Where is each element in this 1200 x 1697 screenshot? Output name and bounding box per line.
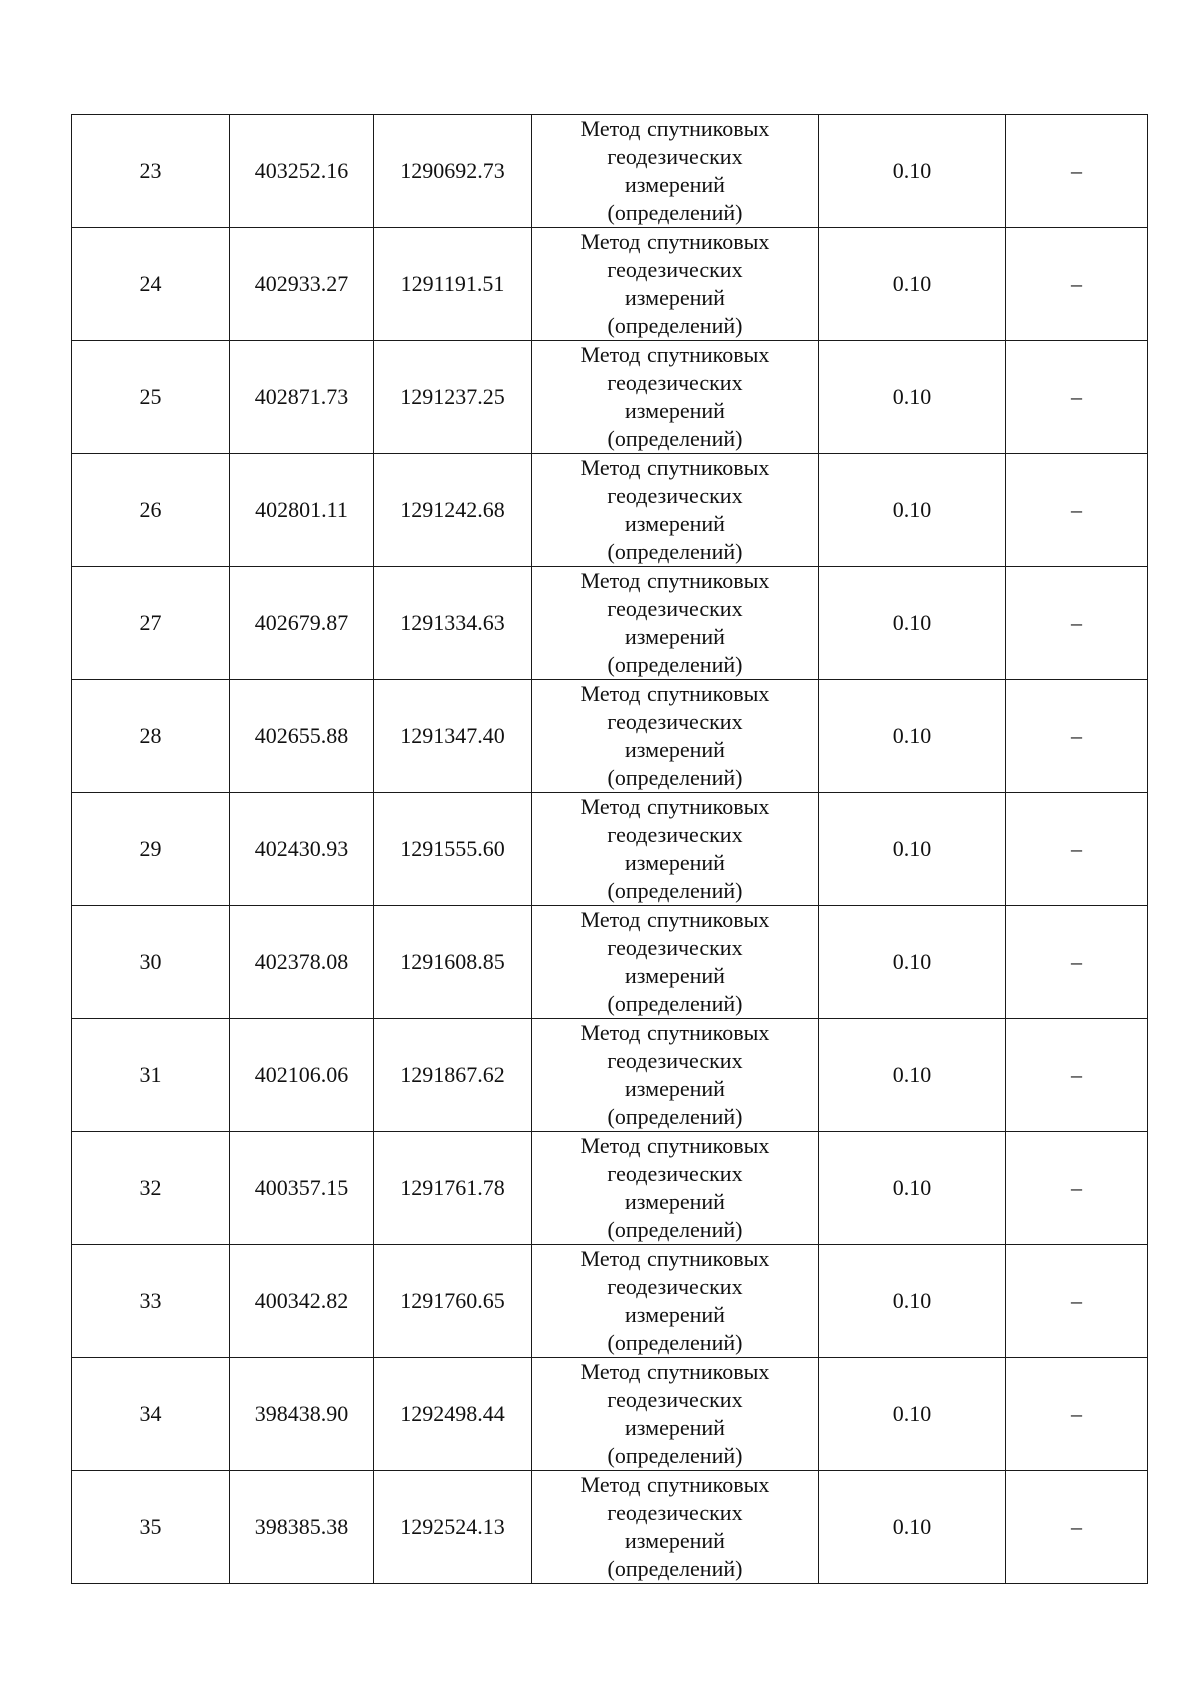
accuracy-cell: 0.10: [819, 1471, 1006, 1584]
y-coordinate-cell: 1291237.25: [374, 341, 532, 454]
note-cell: –: [1006, 1471, 1148, 1584]
accuracy-cell: 0.10: [819, 341, 1006, 454]
x-coordinate-cell: 402801.11: [230, 454, 374, 567]
accuracy-cell: 0.10: [819, 228, 1006, 341]
y-coordinate-cell: 1291867.62: [374, 1019, 532, 1132]
point-number-cell: 33: [72, 1245, 230, 1358]
y-coordinate-cell: 1292524.13: [374, 1471, 532, 1584]
x-coordinate-cell: 402430.93: [230, 793, 374, 906]
method-text: Метод спутниковых геодезических измерений (определений): [580, 1472, 770, 1581]
method-text: Метод спутниковых геодезических измерений (определений): [580, 455, 770, 564]
x-coordinate-cell: 402655.88: [230, 680, 374, 793]
point-number-cell: 29: [72, 793, 230, 906]
accuracy-cell: 0.10: [819, 454, 1006, 567]
coordinates-table: [71, 114, 1148, 1584]
table-row: [72, 228, 1148, 341]
table-row: [72, 1471, 1148, 1584]
y-coordinate-cell: 1291334.63: [374, 567, 532, 680]
table-row: [72, 1019, 1148, 1132]
accuracy-cell: 0.10: [819, 115, 1006, 228]
coordinates-table-body: [72, 115, 1148, 1584]
note-cell: –: [1006, 680, 1148, 793]
point-number-cell: 25: [72, 341, 230, 454]
method-cell: [532, 1132, 819, 1245]
accuracy-cell: 0.10: [819, 793, 1006, 906]
method-cell: [532, 1471, 819, 1584]
accuracy-cell: 0.10: [819, 1245, 1006, 1358]
method-text: Метод спутниковых геодезических измерений (определений): [580, 1133, 770, 1242]
method-cell: [532, 454, 819, 567]
note-cell: –: [1006, 454, 1148, 567]
point-number-cell: 30: [72, 906, 230, 1019]
x-coordinate-cell: 402679.87: [230, 567, 374, 680]
y-coordinate-cell: 1291555.60: [374, 793, 532, 906]
method-cell: [532, 1019, 819, 1132]
accuracy-cell: 0.10: [819, 567, 1006, 680]
table-row: [72, 1245, 1148, 1358]
note-cell: –: [1006, 1019, 1148, 1132]
y-coordinate-cell: 1291608.85: [374, 906, 532, 1019]
method-cell: [532, 1245, 819, 1358]
accuracy-cell: 0.10: [819, 1358, 1006, 1471]
x-coordinate-cell: 398438.90: [230, 1358, 374, 1471]
y-coordinate-cell: 1292498.44: [374, 1358, 532, 1471]
note-cell: –: [1006, 1358, 1148, 1471]
note-cell: –: [1006, 115, 1148, 228]
accuracy-cell: 0.10: [819, 1019, 1006, 1132]
method-text: Метод спутниковых геодезических измерений (определений): [580, 681, 770, 790]
point-number-cell: 35: [72, 1471, 230, 1584]
accuracy-cell: 0.10: [819, 1132, 1006, 1245]
x-coordinate-cell: 402933.27: [230, 228, 374, 341]
method-text: Метод спутниковых геодезических измерений (определений): [580, 1359, 770, 1468]
table-row: [72, 341, 1148, 454]
x-coordinate-cell: 398385.38: [230, 1471, 374, 1584]
y-coordinate-cell: 1290692.73: [374, 115, 532, 228]
point-number-cell: 23: [72, 115, 230, 228]
table-row: [72, 567, 1148, 680]
table-row: [72, 1358, 1148, 1471]
table-row: [72, 115, 1148, 228]
x-coordinate-cell: 400342.82: [230, 1245, 374, 1358]
method-text: Метод спутниковых геодезических измерений (определений): [580, 794, 770, 903]
method-text: Метод спутниковых геодезических измерений (определений): [580, 342, 770, 451]
y-coordinate-cell: 1291242.68: [374, 454, 532, 567]
method-text: Метод спутниковых геодезических измерений (определений): [580, 907, 770, 1016]
x-coordinate-cell: 402106.06: [230, 1019, 374, 1132]
table-row: [72, 680, 1148, 793]
method-text: Метод спутниковых геодезических измерений (определений): [580, 1246, 770, 1355]
method-cell: [532, 567, 819, 680]
x-coordinate-cell: 402378.08: [230, 906, 374, 1019]
method-cell: [532, 115, 819, 228]
method-text: Метод спутниковых геодезических измерений (определений): [580, 229, 770, 338]
y-coordinate-cell: 1291760.65: [374, 1245, 532, 1358]
point-number-cell: 31: [72, 1019, 230, 1132]
point-number-cell: 24: [72, 228, 230, 341]
note-cell: –: [1006, 1245, 1148, 1358]
x-coordinate-cell: 402871.73: [230, 341, 374, 454]
y-coordinate-cell: 1291347.40: [374, 680, 532, 793]
method-cell: [532, 906, 819, 1019]
note-cell: –: [1006, 793, 1148, 906]
table-row: [72, 1132, 1148, 1245]
point-number-cell: 27: [72, 567, 230, 680]
x-coordinate-cell: 400357.15: [230, 1132, 374, 1245]
y-coordinate-cell: 1291191.51: [374, 228, 532, 341]
point-number-cell: 34: [72, 1358, 230, 1471]
method-text: Метод спутниковых геодезических измерений (определений): [580, 1020, 770, 1129]
table-row: [72, 906, 1148, 1019]
point-number-cell: 26: [72, 454, 230, 567]
method-text: Метод спутниковых геодезических измерений (определений): [580, 568, 770, 677]
note-cell: –: [1006, 228, 1148, 341]
accuracy-cell: 0.10: [819, 680, 1006, 793]
method-cell: [532, 1358, 819, 1471]
accuracy-cell: 0.10: [819, 906, 1006, 1019]
x-coordinate-cell: 403252.16: [230, 115, 374, 228]
table-row: [72, 454, 1148, 567]
method-cell: [532, 793, 819, 906]
note-cell: –: [1006, 341, 1148, 454]
method-cell: [532, 228, 819, 341]
point-number-cell: 28: [72, 680, 230, 793]
note-cell: –: [1006, 1132, 1148, 1245]
note-cell: –: [1006, 906, 1148, 1019]
y-coordinate-cell: 1291761.78: [374, 1132, 532, 1245]
table-row: [72, 793, 1148, 906]
note-cell: –: [1006, 567, 1148, 680]
method-cell: [532, 341, 819, 454]
method-cell: [532, 680, 819, 793]
point-number-cell: 32: [72, 1132, 230, 1245]
method-text: Метод спутниковых геодезических измерений (определений): [580, 116, 770, 225]
